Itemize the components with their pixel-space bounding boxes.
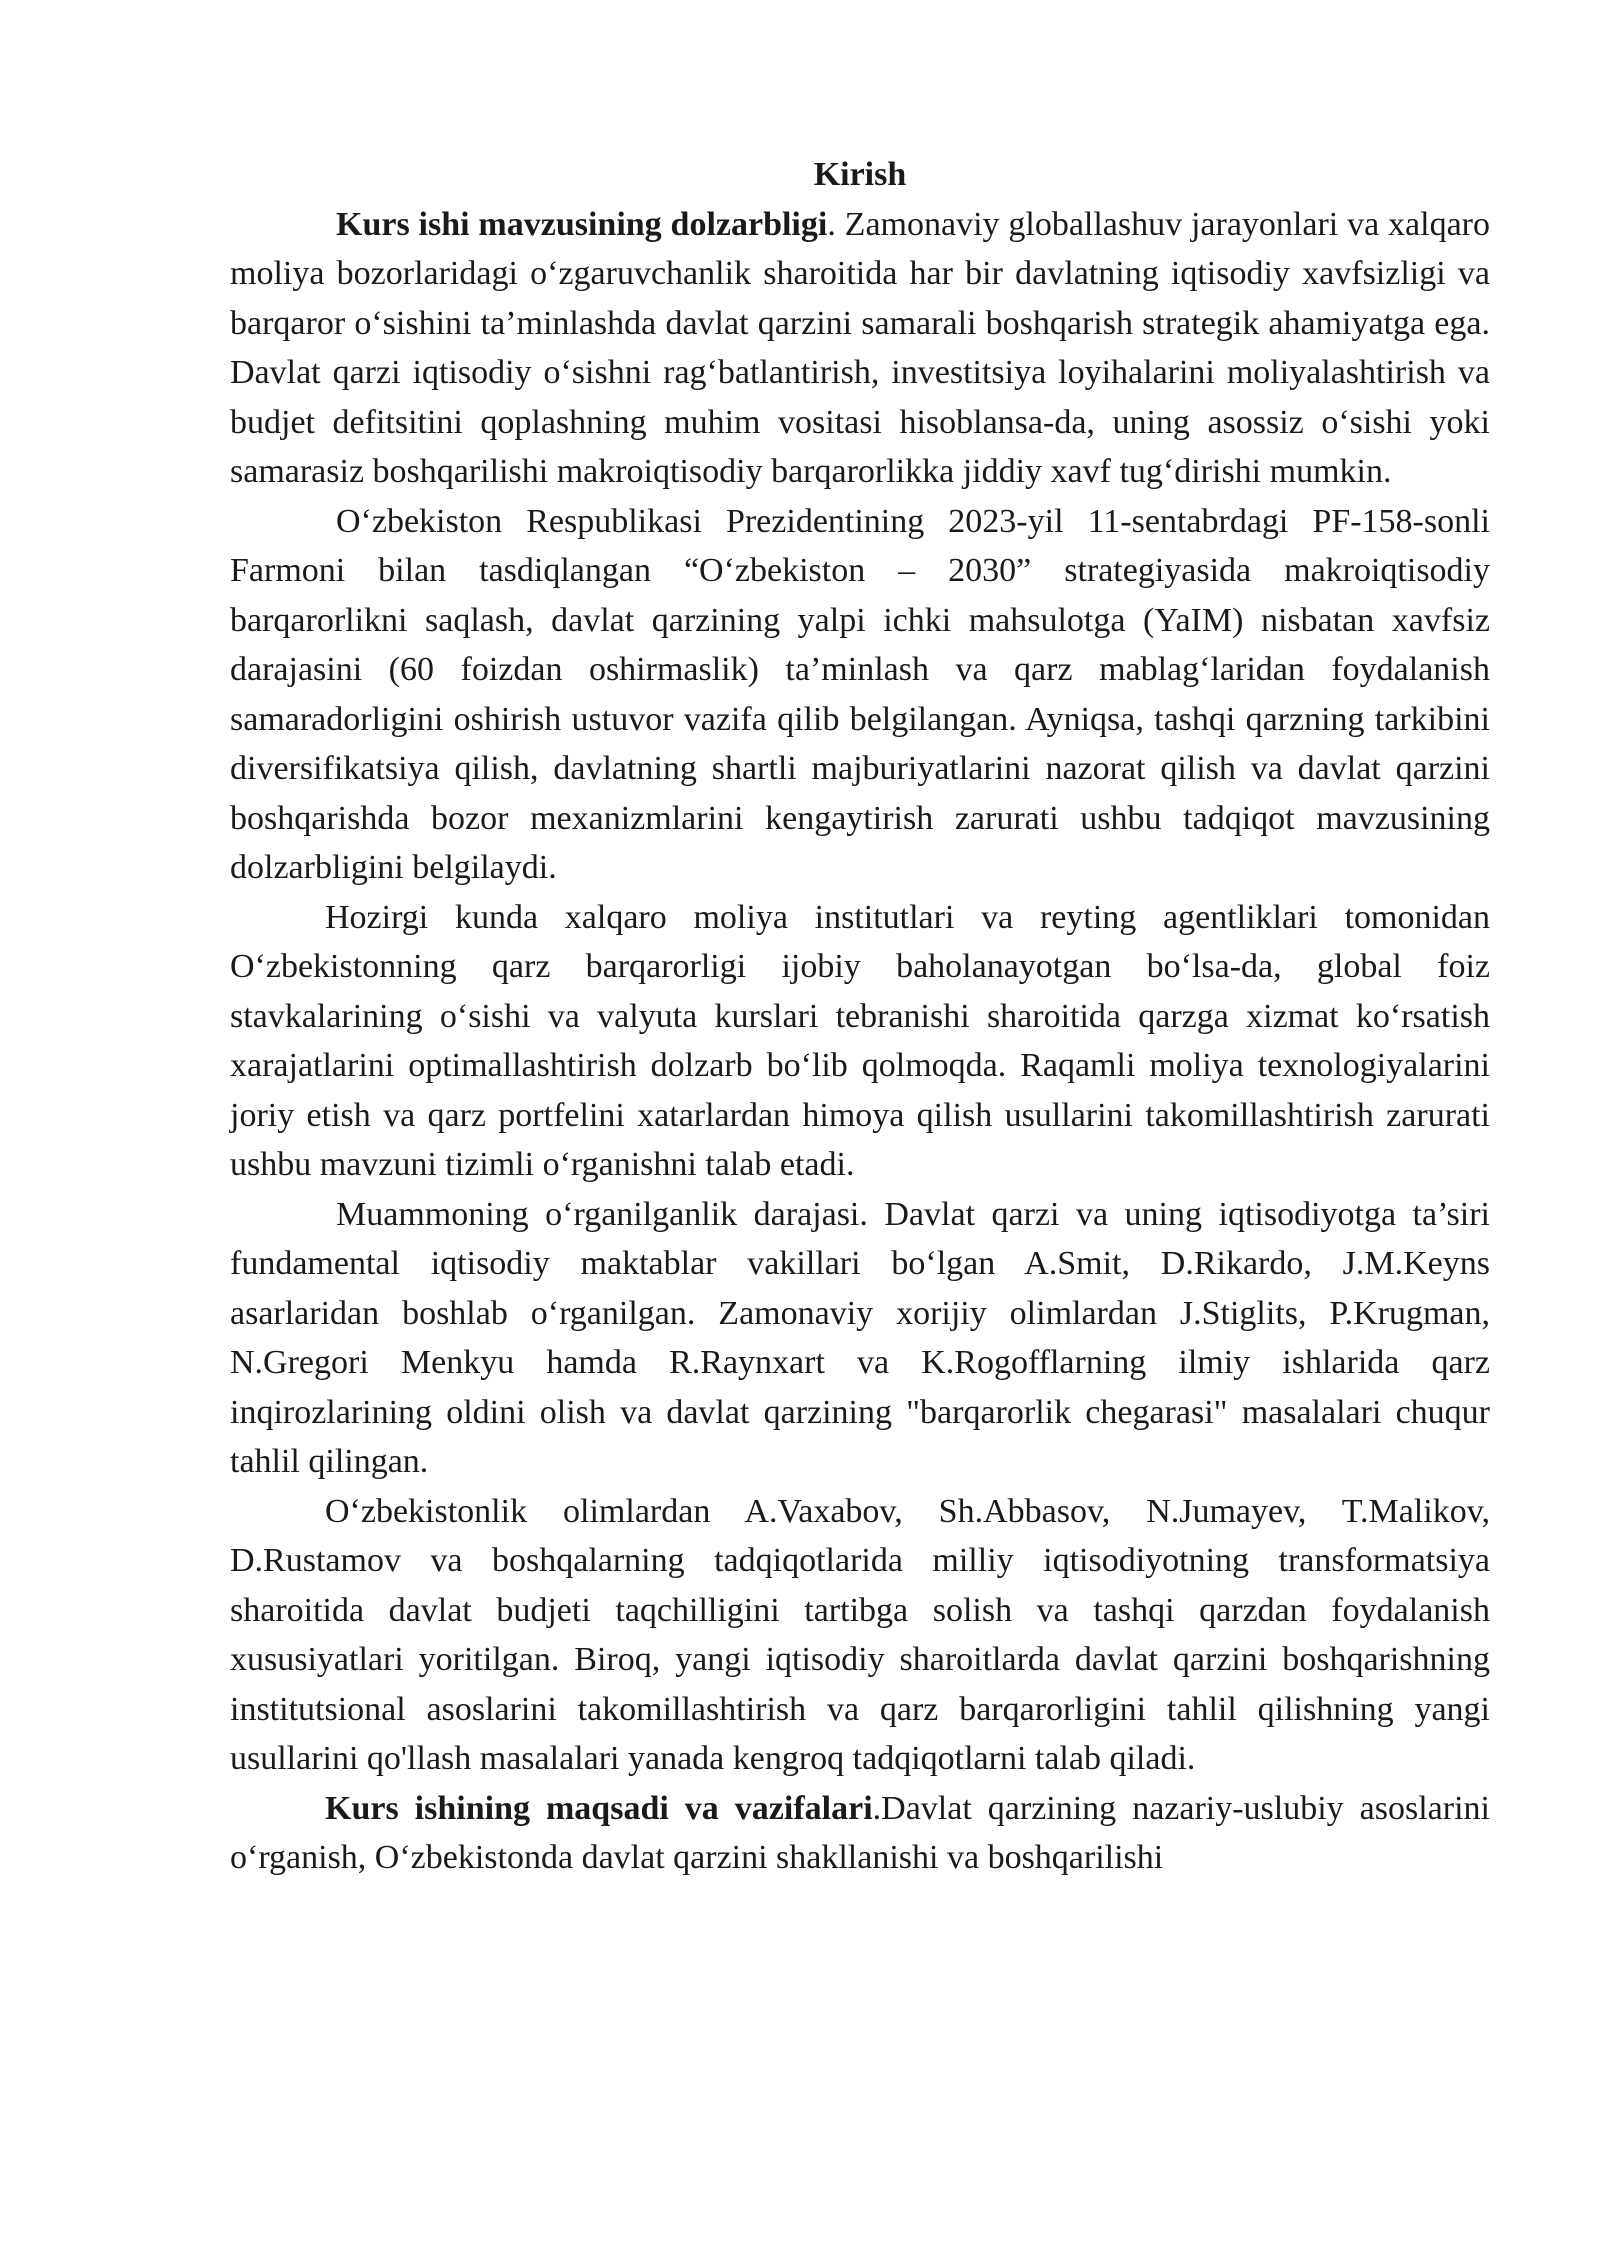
paragraph-text: Hozirgi kunda xalqaro moliya institutlari va reyting agentliklari tomonidan O‘zbekistonning qarz barqarorligi ijobiy baholanayotgan bo‘lsa-da, global foiz stavkalarining o‘sishi va valyuta kurslari tebranishi sharoitida qarzga xizmat ko‘rsatish xarajatlarini optimallashtirish dolzarb bo‘lib qolmoqda. Raqamli moliya texnologiyalarini joriy etish va qarz portfelini xatarlardan himoya qilish usullarini takomillashtirish zarurati ushbu mavzuni tizimli o‘rganishni talab etadi. xyxy=(230,898,1490,1183)
paragraph-strategy xyxy=(230,497,1490,893)
paragraph-goals xyxy=(230,1784,1490,1883)
paragraph-text: .Davlat qarzining nazariy-uslubiy asoslarini o‘rganish, O‘zbekistonda davlat qarzini shakllanishi va boshqarilishi xyxy=(230,1789,1490,1876)
page-title: Kirish xyxy=(813,156,907,193)
document-page xyxy=(230,150,1490,1883)
paragraph-literature-foreign xyxy=(230,1190,1490,1487)
paragraph-relevance xyxy=(230,200,1490,497)
paragraph-literature-local xyxy=(230,1487,1490,1784)
paragraph-current-state xyxy=(230,893,1490,1190)
paragraph-lead: Kurs ishi mavzusining dolzarbligi xyxy=(336,205,828,243)
paragraph-text: O‘zbekiston Respublikasi Prezidentining 2023-yil 11-sentabrdagi PF-158-sonli Farmoni bilan tasdiqlangan “O‘zbekiston – 2030” strategiyasida makroiqtisodiy barqarorlikni saqlash, davlat qarzining yalpi ichki mahsulotga (YaIM) nisbatan xavfsiz darajasini (60 foizdan oshirmaslik) ta’minlash va qarz mablag‘laridan foydalanish samaradorligini oshirish ustuvor vazifa qilib belgilangan. Ayniqsa, tashqi qarzning tarkibini diversifikatsiya qilish, davlatning shartli majburiyatlarini nazorat qilish va davlat qarzini boshqarishda bozor mexanizmlarini kengaytirish zarurati ushbu tadqiqot mavzusining dolzarbligini belgilaydi. xyxy=(230,502,1490,886)
paragraph-lead: Kurs ishining maqsadi va vazifalari xyxy=(325,1789,873,1827)
paragraph-text: Muammoning o‘rganilganlik darajasi. Davlat qarzi va uning iqtisodiyotga ta’siri fundamental iqtisodiy maktablar vakillari bo‘lgan A.Smit, D.Rikardo, J.M.Keyns asarlaridan boshlab o‘rganilgan. Zamonaviy xorijiy olimlardan J.Stiglits, P.Krugman, N.Gregori Menkyu hamda R.Raynxart va K.Rogofflarning ilmiy ishlarida qarz inqirozlarining oldini olish va davlat qarzining "barqarorlik chegarasi" masalalari chuqur tahlil qilingan. xyxy=(230,1195,1490,1480)
paragraph-text: O‘zbekistonlik olimlardan A.Vaxabov, Sh.Abbasov, N.Jumayev, T.Malikov, D.Rustamov va boshqalarning tadqiqotlarida milliy iqtisodiyotning transformatsiya sharoitida davlat budjeti taqchilligini tartibga solish va tashqi qarzdan foydalanish xususiyatlari yoritilgan. Biroq, yangi iqtisodiy sharoitlarda davlat qarzini boshqarishning institutsional asoslarini takomillashtirish va qarz barqarorligini tahlil qilishning yangi usullarini qo'llash masalalari yanada kengroq tadqiqotlarni talab qiladi. xyxy=(230,1492,1490,1777)
paragraph-text: . Zamonaviy globallashuv jarayonlari va xalqaro moliya bozorlaridagi o‘zgaruvchanlik sharoitida har bir davlatning iqtisodiy xavfsizligi va barqaror o‘sishini ta’minlashda davlat qarzini samarali boshqarish strategik ahamiyatga ega. Davlat qarzi iqtisodiy o‘sishni rag‘batlantirish, investitsiya loyihalarini moliyalashtirish va budjet defitsitini qoplashning muhim vositasi hisoblansa-da, uning asossiz o‘sishi yoki samarasiz boshqarilishi makroiqtisodiy barqarorlikka jiddiy xavf tug‘dirishi mumkin. xyxy=(230,205,1490,490)
